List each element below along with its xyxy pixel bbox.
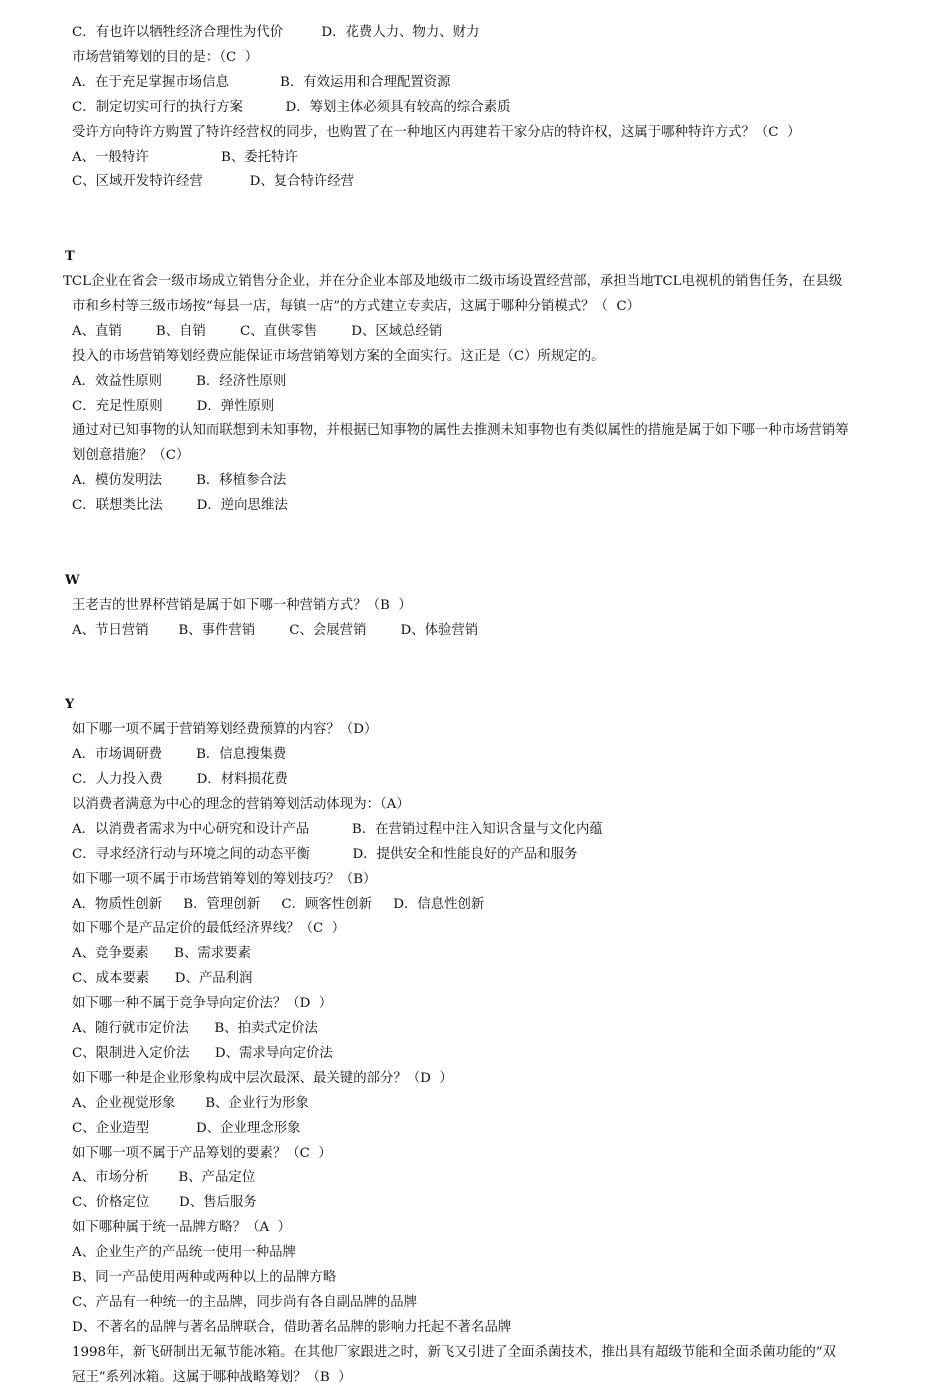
text-line: C、产品有一种统一的主品牌，同步尚有各自副品牌的品牌 <box>72 1294 418 1310</box>
section-letter-heading: Y <box>65 697 75 713</box>
text-line: C．制定切实可行的执行方案 D．筹划主体必须具有较高的综合素质 <box>72 99 511 115</box>
text-line: A．物质性创新 B．管理创新 C．顾客性创新 D．信息性创新 <box>72 896 485 912</box>
text-line: C．寻求经济行动与环境之间的动态平衡 D．提供安全和性能良好的产品和服务 <box>72 846 578 862</box>
text-line: A、一般特许 B、委托特许 <box>72 149 298 165</box>
text-line: A、直销 B、自销 C、直供零售 D、区域总经销 <box>72 323 443 339</box>
text-line: A．在于充足掌握市场信息 B．有效运用和合理配置资源 <box>72 74 451 90</box>
text-line: 以消费者满意为中心的理念的营销筹划活动体现为：（A） <box>72 796 410 812</box>
text-line: 如下哪一项不属于产品筹划的要素？（C ） <box>72 1145 332 1161</box>
text-line: A、企业生产的产品统一使用一种品牌 <box>72 1245 296 1261</box>
text-line: C．联想类比法 D．逆向思维法 <box>72 498 288 514</box>
text-line: D、不著名的品牌与著名品牌联合，借助著名品牌的影响力托起不著名品牌 <box>72 1319 512 1335</box>
text-line: C、价格定位 D、售后服务 <box>72 1195 257 1211</box>
text-line: 如下哪一项不属于市场营销筹划的筹划技巧？（B） <box>72 871 377 887</box>
section-letter-heading: T <box>65 249 75 265</box>
text-line: A、随行就市定价法 B、拍卖式定价法 <box>72 1021 318 1036</box>
text-line: 受许方向特许方购置了特许经营权的同步，也购置了在一种地区内再建若干家分店的特许权，这属于哪种特许方式？（C ） <box>72 124 801 140</box>
text-line: 如下哪种属于统一品牌方略？（A ） <box>72 1220 292 1236</box>
text-line: A、企业视觉形象 B、企业行为形象 <box>72 1095 309 1111</box>
text-line: 王老吉的世界杯营销是属于如下哪一种营销方式？（B ） <box>72 597 412 613</box>
text-line: C．人力投入费 D．材料损花费 <box>72 772 288 787</box>
text-line: 冠王”系列冰箱。这属于哪种战略筹划？（B ） <box>72 1369 352 1385</box>
text-line: C、限制进入定价法 D、需求导向定价法 <box>72 1045 333 1061</box>
text-line: C、区域开发特许经营 D、复合特许经营 <box>72 174 355 190</box>
text-line: 1998年，新飞研制出无氟节能冰箱。在其他厂家跟进之时，新飞又引进了全面杀菌技术，推出具有超级节能和全面杀菌功能的“双 <box>72 1344 837 1360</box>
text-line: C．有也许以牺牲经济合理性为代价 D．花费人力、物力、财力 <box>72 25 480 40</box>
text-line: 投入的市场营销筹划经费应能保证市场营销筹划方案的全面实行。这正是（C）所规定的。 <box>72 348 605 364</box>
text-line: 通过对已知事物的认知而联想到未知事物，并根据已知事物的属性去推测未知事物也有类似属性的措施是属于如下哪一种市场营销筹 <box>72 423 849 439</box>
text-line: 如下哪一项不属于营销筹划经费预算的内容？（D） <box>72 722 378 738</box>
text-line: 如下哪个是产品定价的最低经济界线？（C ） <box>72 921 346 937</box>
text-line: C、企业造型 D、企业理念形象 <box>72 1120 301 1136</box>
text-line: C．充足性原则 D．弹性原则 <box>72 398 275 414</box>
text-line: TCL企业在省会一级市场成立销售分企业，并在分企业本部及地级市二级市场设置经营部，承担当地TCL电视机的销售任务，在县级 <box>63 274 843 289</box>
text-line: A．以消费者需求为中心研究和设计产品 B．在营销过程中注入知识含量与文化内蕴 <box>72 821 603 837</box>
text-line: A、节日营销 B、事件营销 C、会展营销 D、体验营销 <box>72 622 479 638</box>
text-line: A．模仿发明法 B．移植参合法 <box>72 473 287 489</box>
text-line: A．市场调研费 B．信息搜集费 <box>72 747 287 763</box>
text-line: 如下哪一种是企业形象构成中层次最深、最关键的部分？（D ） <box>72 1070 453 1086</box>
text-line: A、竞争要素 B、需求要素 <box>72 946 251 962</box>
text-line: 市场营销筹划的目的是：（C ） <box>72 49 259 65</box>
text-line: C、成本要素 D、产品利润 <box>72 971 253 987</box>
text-line: B、同一产品使用两种或两种以上的品牌方略 <box>72 1270 337 1285</box>
text-line: 如下哪一种不属于竞争导向定价法？（D ） <box>72 996 333 1012</box>
text-line: 市和乡村等三级市场按“每县一店，每镇一店”的方式建立专卖店，这属于哪种分销模式？（ C） <box>72 298 641 314</box>
text-line: A．效益性原则 B．经济性原则 <box>72 373 287 389</box>
text-line: A、市场分析 B、产品定位 <box>72 1170 256 1186</box>
text-line: 划创意措施？（C） <box>72 448 190 464</box>
section-letter-heading: W <box>65 572 80 588</box>
